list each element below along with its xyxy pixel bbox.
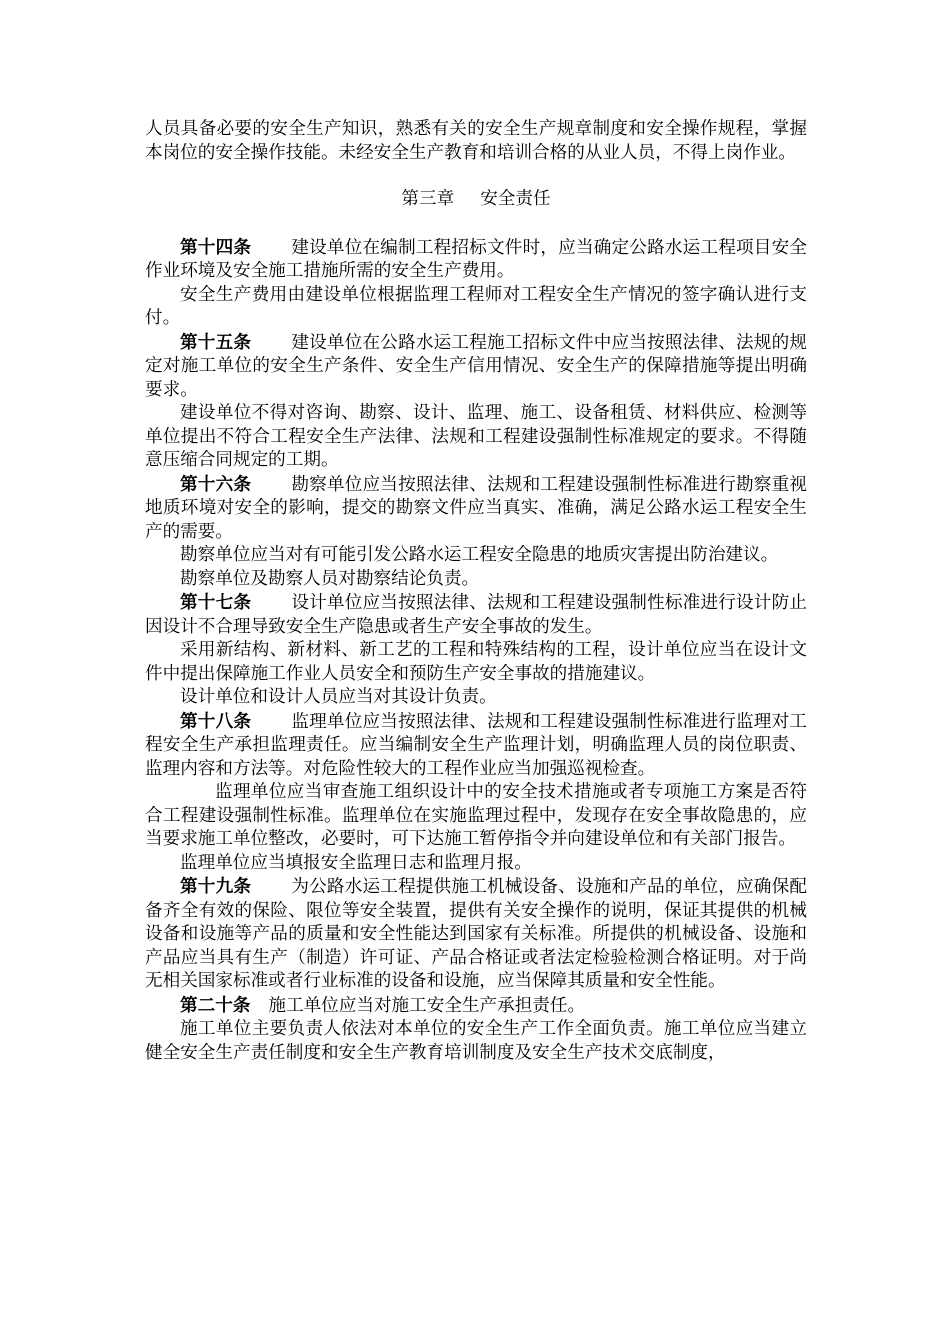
article-paragraph: 采用新结构、新材料、新工艺的工程和特殊结构的工程，设计单位应当在设计文件中提出保障施工作业人员安全和预防生产安全事故的措施建议。 (145, 640, 807, 684)
chapter-heading (145, 188, 807, 212)
article-paragraph: 施工单位主要负责人依法对本单位的安全生产工作全面负责。施工单位应当建立健全安全生产责任制度和安全生产教育培训制度及安全生产技术交底制度， (145, 1019, 807, 1063)
article-text: 施工单位应当对施工安全生产承担责任。 (268, 995, 586, 1016)
article-16 (145, 473, 807, 545)
article-paragraph: 安全生产费用由建设单位根据监理工程师对工程安全生产情况的签字确认进行支付。 (145, 284, 807, 328)
article-number: 第十五条 (180, 331, 252, 353)
chapter-title: 安全责任 (480, 189, 551, 209)
article-paragraph: 监理单位应当填报安全监理日志和监理月报。 (180, 852, 532, 873)
document-page (145, 118, 807, 1065)
article-number: 第十七条 (180, 592, 252, 613)
article-text: 设计单位应当按照法律、法规和工程建设强制性标准进行设计防止因设计不合理导致安全生产隐患或者生产安全事故的发生。 (145, 593, 807, 637)
article-paragraph: 勘察单位应当对有可能引发公路水运工程安全隐患的地质灾害提出防治建议。 (180, 545, 779, 565)
article-number: 第十四条 (180, 236, 252, 258)
article-paragraph: 建设单位不得对咨询、勘察、设计、监理、施工、设备租赁、材料供应、检测等单位提出不符合工程安全生产法律、法规和工程建设强制性标准规定的要求。不得随意压缩合同规定的工期。 (145, 403, 807, 470)
chapter-number: 第三章 (401, 189, 455, 209)
article-number: 第十九条 (180, 876, 252, 897)
article-17 (145, 591, 807, 639)
article-text: 为公路水运工程提供施工机械设备、设施和产品的单位，应确保配备齐全有效的保险、限位等安全装置，提供有关安全操作的说明，保证其提供的机械设备和设施等产品的质量和安全性能达到国家有关标准。所提供的机械设备、设施和产品应当具有生产（制造）许可证、产品合格证或者法定检验检测合格证明。对于尚无相关国家标准或者行业标准的设备和设施，应当保障其质量和安全性能。 (145, 877, 807, 991)
article-18 (145, 710, 807, 782)
article-text: 勘察单位应当按照法律、法规和工程建设强制性标准进行勘察重视地质环境对安全的影响，提交的勘察文件应当真实、准确，满足公路水运工程安全生产的需要。 (145, 474, 807, 542)
article-paragraph: 监理单位应当审查施工组织设计中的安全技术措施或者专项施工方案是否符合工程建设强制性标准。监理单位在实施监理过程中，发现存在安全事故隐患的，应当要求施工单位整改，必要时，可下达施工暂停指令并向建设单位和有关部门报告。 (145, 782, 807, 849)
article-14 (145, 236, 807, 284)
article-text: 监理单位应当按照法律、法规和工程建设强制性标准进行监理对工程安全生产承担监理责任。应当编制安全生产监理计划，明确监理人员的岗位职责、监理内容和方法等。对危险性较大的工程作业应当加强巡视检查。 (145, 711, 807, 779)
article-number: 第二十条 (180, 994, 251, 1016)
article-number: 第十八条 (180, 710, 252, 732)
article-15 (145, 331, 807, 403)
article-paragraph: 勘察单位及勘察人员对勘察结论负责。 (180, 568, 480, 589)
article-number: 第十六条 (180, 473, 252, 495)
article-20 (145, 994, 807, 1019)
article-paragraph: 设计单位和设计人员应当对其设计负责。 (180, 687, 497, 707)
article-text: 建设单位在编制工程招标文件时，应当确定公路水运工程项目安全作业环境及安全施工措施所需的安全生产费用。 (145, 237, 807, 281)
intro-paragraph: 人员具备必要的安全生产知识，熟悉有关的安全生产规章制度和安全操作规程，掌握本岗位的安全操作技能。未经安全生产教育和培训合格的从业人员，不得上岗作业。 (145, 119, 807, 163)
article-text: 建设单位在公路水运工程施工招标文件中应当按照法律、法规的规定对施工单位的安全生产条件、安全生产信用情况、安全生产的保障措施等提出明确要求。 (145, 332, 807, 400)
article-19 (145, 875, 807, 994)
